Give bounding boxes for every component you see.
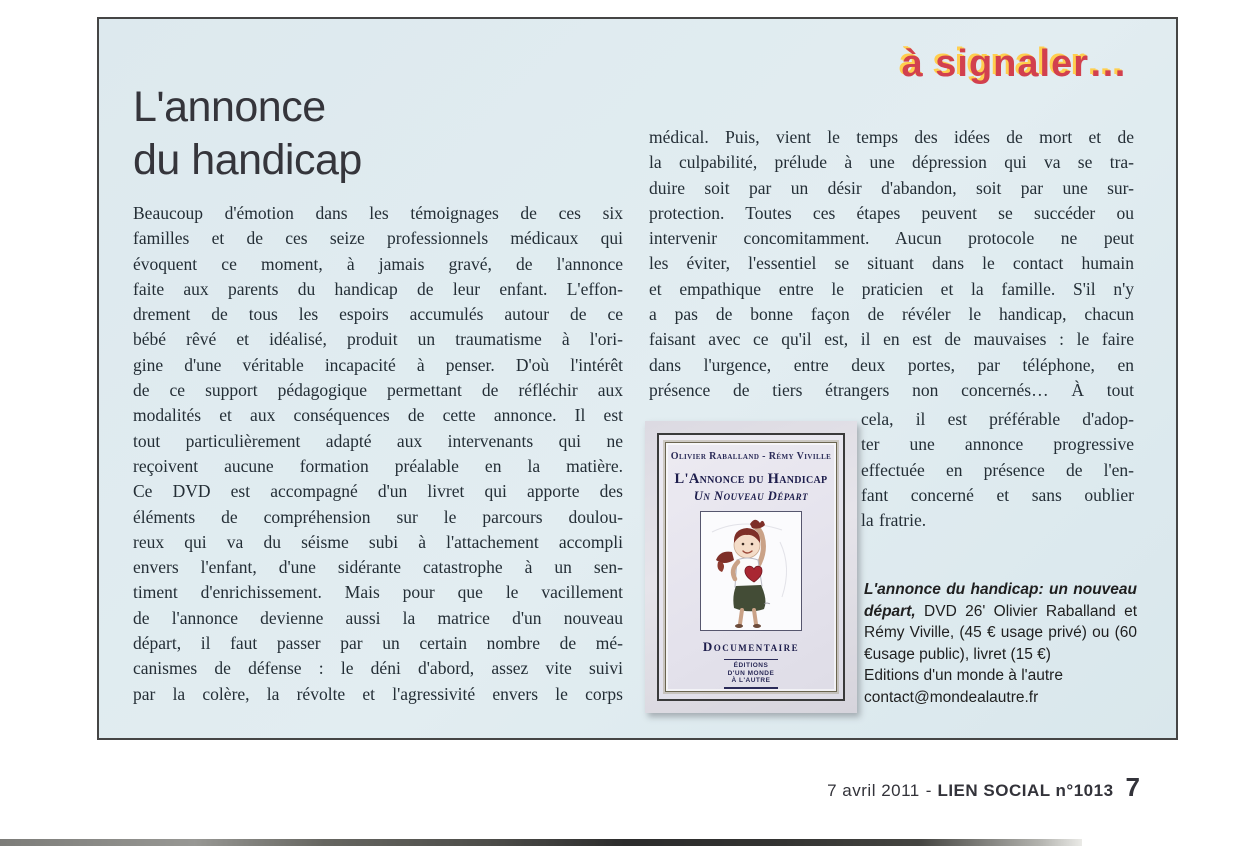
text-line: les éviter, l'essentiel se situant dans le contact humain	[649, 253, 1134, 274]
text-line: éléments de compréhension sur le parcours doulou-	[133, 506, 623, 527]
dvd-photo	[645, 421, 857, 713]
text-line: canismes de défense : le déni d'abord, assez vite suivi	[133, 658, 623, 679]
text-line: duire soit par un désir d'abandon, soit par une sur-	[649, 177, 1134, 198]
publisher-line1: ÉDITIONS	[733, 662, 769, 669]
footer-separator: -	[925, 781, 932, 800]
dvd-caption	[864, 579, 1137, 708]
dvd-cover-subtitle: Un Nouveau Départ	[693, 489, 809, 503]
text-line: reçoivent aucune formation préalable en la matière.	[133, 455, 623, 476]
dvd-cover-authors: Olivier Raballand - Rémy Viville	[670, 451, 832, 462]
article-title	[133, 81, 362, 187]
text-line: Ce DVD est accompagné d'un livret qui apporte des	[133, 481, 623, 502]
text-line: présence de tiers étrangers non concernés… À tout	[649, 379, 1134, 400]
text-line: envers l'enfant, d'une sidérante catastrophe à un sen-	[133, 557, 623, 578]
dvd-cover-illustration	[700, 511, 802, 631]
dvd-cover	[657, 433, 845, 701]
dvd-cover-genre: Documentaire	[702, 639, 800, 654]
text-line: bébé rêvé et idéalisé, produit un traumatisme à l'ori-	[133, 329, 623, 350]
text-line: tout particulièrement adapté aux intervenants qui ne	[133, 430, 623, 451]
caption-body: DVD 26' Olivier Raballand et Rémy Viville, (45 € usage privé) ou (60 €usage public), livret (15 €)	[864, 602, 1137, 663]
text-line: a pas de bonne façon de révéler le handicap, chacun	[649, 304, 1134, 325]
text-line: reux qui va du séisme subi à l'attachement accompli	[133, 531, 623, 552]
text-line: ter une annonce progressive	[861, 434, 1134, 455]
left-text-column	[133, 201, 623, 707]
publisher-line3: À L'AUTRE	[731, 677, 771, 684]
text-line: gine d'une véritable incapacité à penser. D'où l'intérêt	[133, 354, 623, 375]
text-line: la culpabilité, prélude à une dépression qui va se tra-	[649, 152, 1134, 173]
text-line: protection. Toutes ces étapes peuvent se succéder ou	[649, 202, 1134, 223]
article-card	[97, 17, 1178, 740]
right-text-column	[649, 125, 1134, 403]
text-line: Beaucoup d'émotion dans les témoignages de ces six	[133, 203, 623, 223]
section-header-a-signaler: à signaler…	[901, 43, 1128, 85]
text-line: de l'annonce devienne aussi la matrice d'un nouveau	[133, 607, 623, 628]
text-line: la fratrie.	[861, 510, 927, 531]
page-footer	[0, 772, 1140, 803]
text-line: et empathique entre le praticien et la famille. S'il n'y	[649, 278, 1134, 299]
text-line: timent d'enrichissement. Mais pour que le vacillement	[133, 582, 623, 603]
text-line: évoquent ce moment, à jamais gravé, de l'annonce	[133, 253, 623, 274]
scan-artifact-bar	[0, 839, 1082, 846]
text-line: effectuée en présence de l'en-	[861, 459, 1134, 480]
text-line: par la colère, la révolte et l'agressivité envers le corps	[133, 683, 623, 704]
text-line: départ, il faut passer par un certain nombre de mé-	[133, 633, 623, 654]
text-line: cela, il est préférable d'adop-	[861, 409, 1134, 429]
dvd-cover-title: L'Annonce du Handicap	[674, 471, 828, 487]
text-line: fant concerné et sans oublier	[861, 484, 1134, 505]
text-line: dans l'urgence, entre deux portes, par téléphone, en	[649, 354, 1134, 375]
text-line: faite aux parents du handicap de leur enfant. L'effon-	[133, 278, 623, 299]
footer-page-number: 7	[1125, 772, 1140, 802]
girl-with-heart-illustration	[702, 512, 800, 630]
text-line: drement de tous les espoirs accumulés autour de ce	[133, 304, 623, 325]
caption-title: L'annonce du handicap: un nouveau départ,	[864, 581, 1137, 620]
text-line: modalités et aux conséquences de cette annonce. Il est	[133, 405, 623, 426]
text-line: intervenir concomitamment. Aucun protocole ne peut	[649, 228, 1134, 249]
article-title-line1: L'annonce	[133, 83, 326, 131]
article-title-line2: du handicap	[133, 136, 362, 184]
caption-paragraph	[864, 579, 1137, 665]
publisher-line2: D'UN MONDE	[727, 669, 775, 677]
footer-magazine-title: LIEN SOCIAL n°1013	[937, 781, 1114, 800]
wrap-text-column	[861, 407, 1134, 533]
text-line: médical. Puis, vient le temps des idées de mort et de	[649, 127, 1134, 147]
footer-date: 7 avril 2011	[827, 781, 920, 800]
dvd-cover-publisher-logo	[724, 659, 779, 689]
dvd-cover-frame	[665, 442, 837, 692]
text-line: de ce support pédagogique permettant de réfléchir aux	[133, 380, 623, 401]
caption-publisher: Editions d'un monde à l'autre	[864, 667, 1063, 684]
text-line: faisant avec ce qu'il est, il en est de mauvaises : le faire	[649, 329, 1134, 350]
caption-email: contact@mondealautre.fr	[864, 688, 1039, 706]
text-line: familles et de ces seize professionnels médicaux qui	[133, 228, 623, 249]
